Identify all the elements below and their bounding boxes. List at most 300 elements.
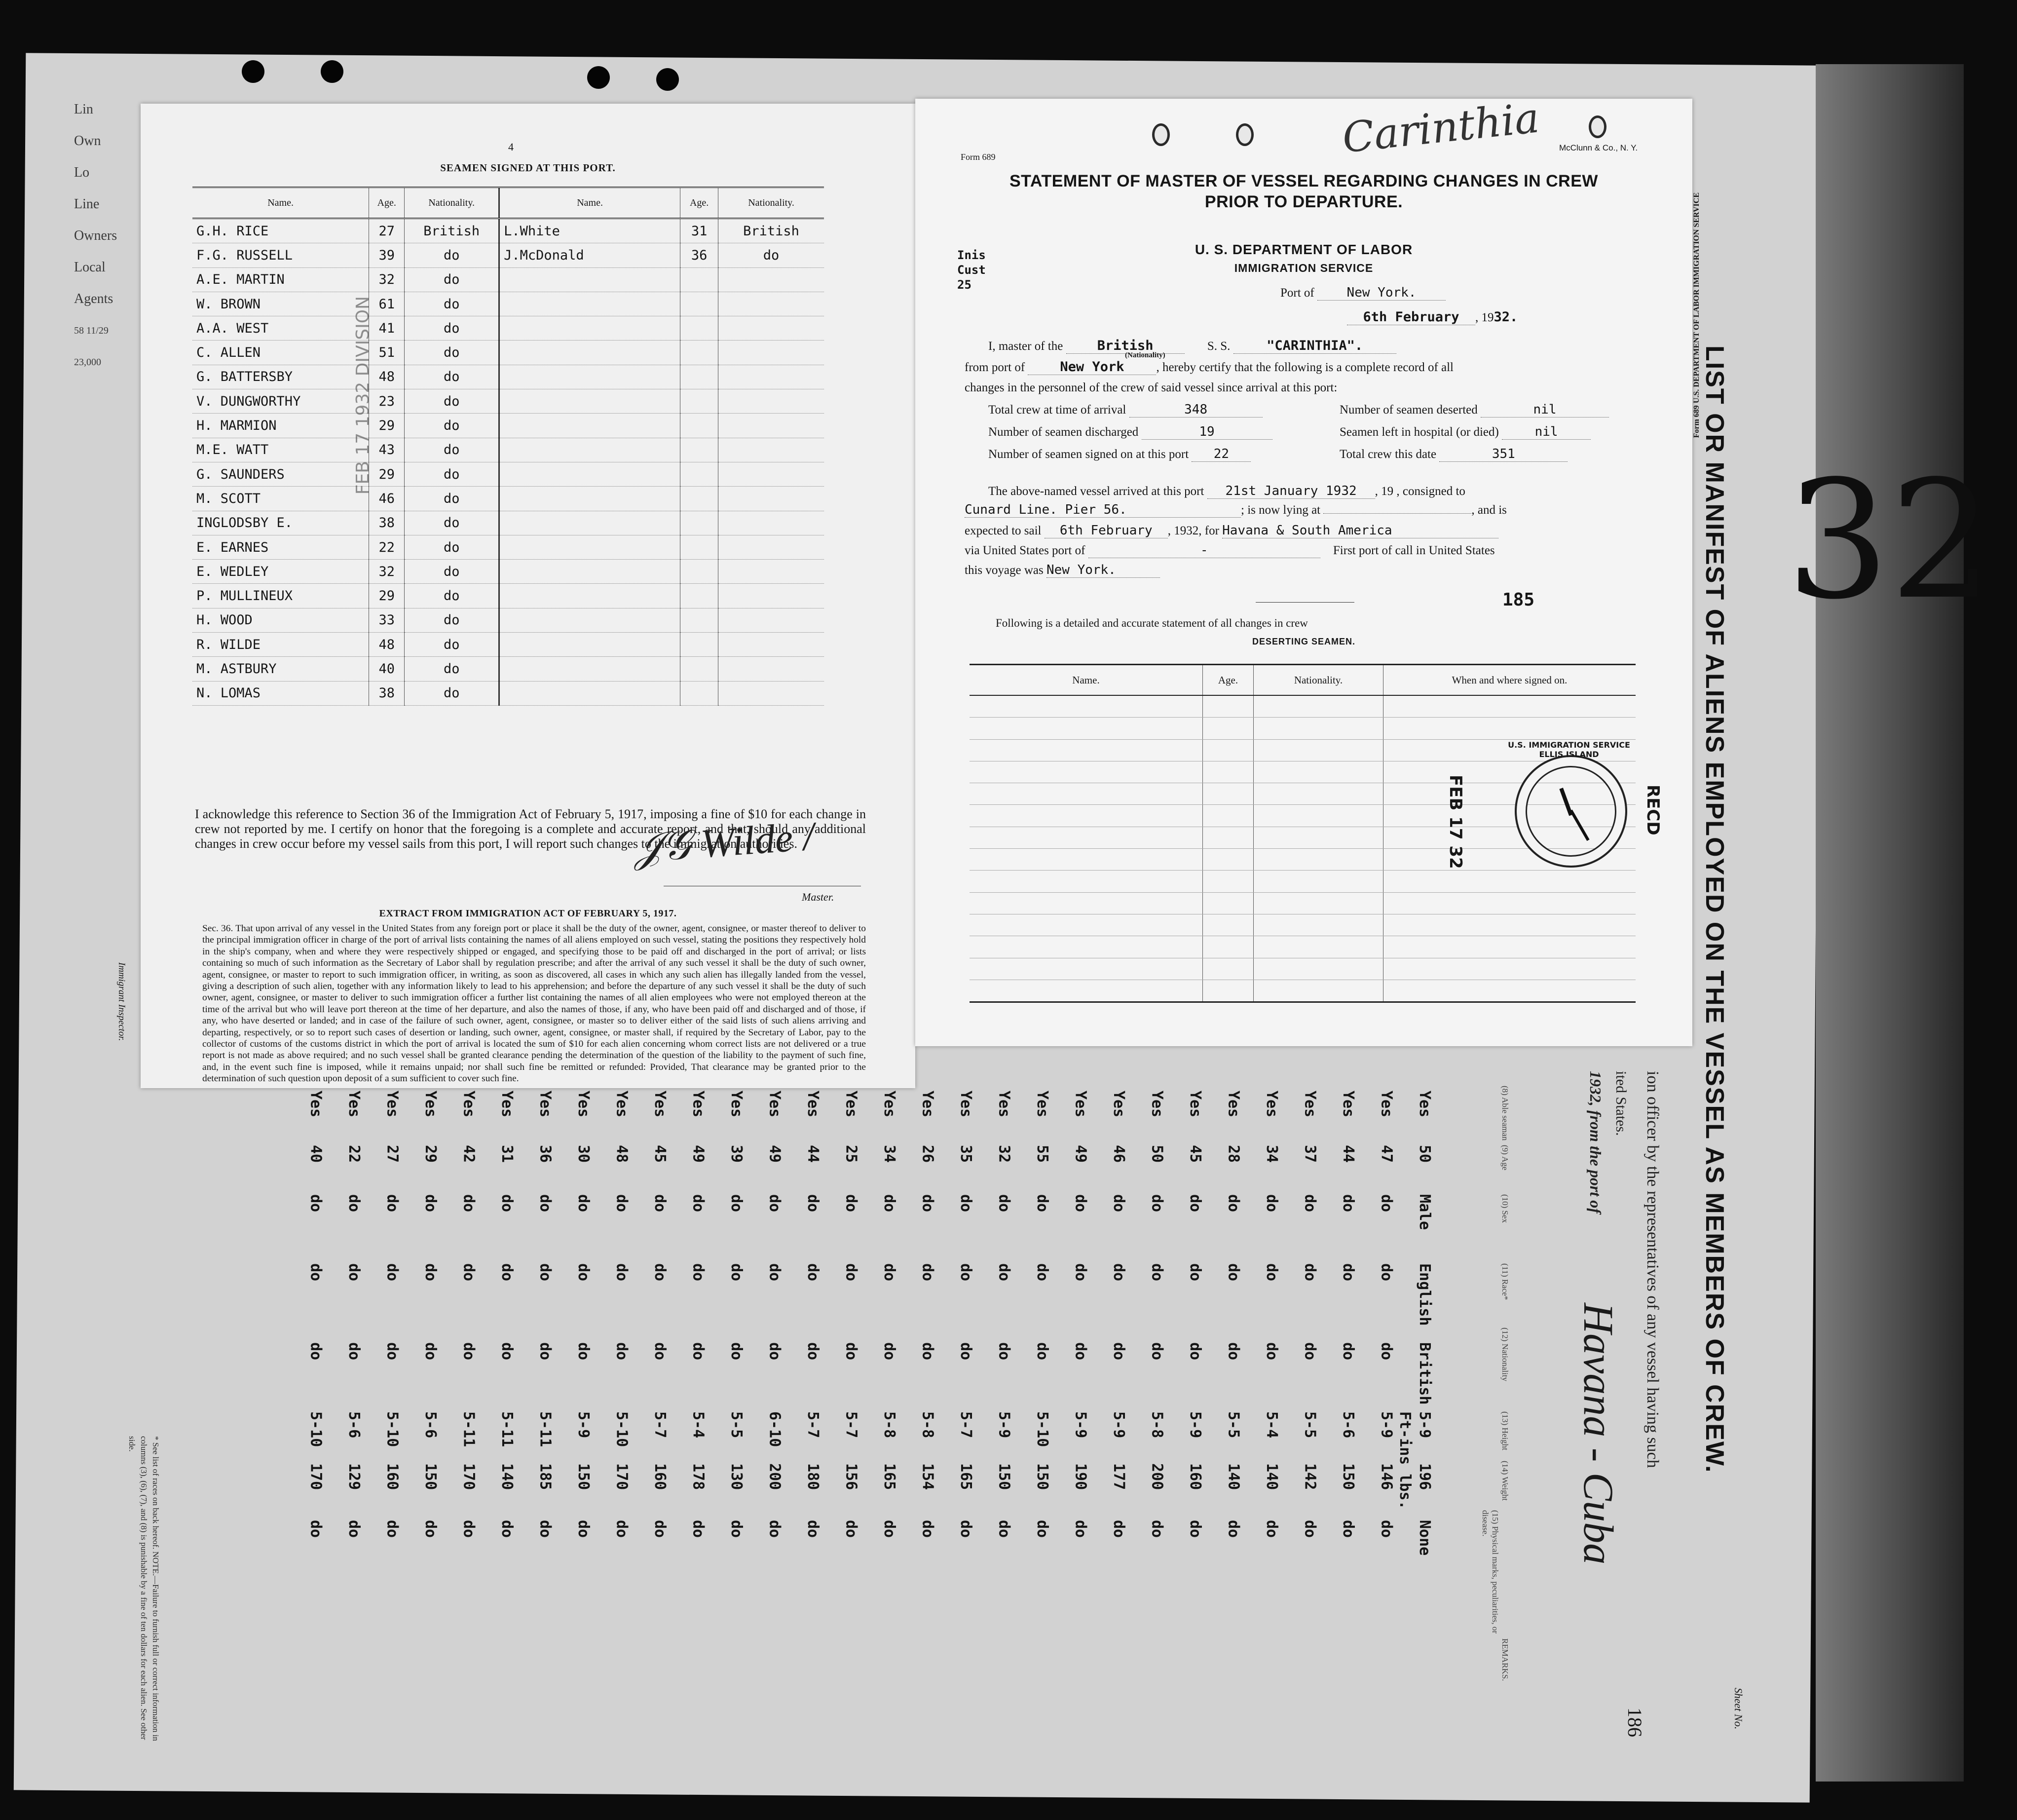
ledger-cell-age: 46: [1110, 1145, 1127, 1163]
ledger-cell-age: 22: [345, 1145, 363, 1163]
ledger-cell-age: 34: [881, 1145, 898, 1163]
cell-nationality: do: [405, 535, 499, 559]
ledger-cell-height: 5-9: [1072, 1411, 1089, 1439]
ledger-cell-age: 30: [575, 1145, 592, 1163]
empty-cell: [1383, 936, 1636, 958]
ledger-cell-race: do: [995, 1263, 1013, 1282]
hospital-label: Seamen left in hospital (or died): [1340, 425, 1499, 439]
ledger-cell-height: 5-11: [536, 1411, 554, 1447]
ledger-cell-weight: 140: [498, 1463, 516, 1490]
page-186: 186: [1624, 1707, 1646, 1737]
ledger-cell-nationality: do: [383, 1342, 401, 1361]
ledger-cell-age: 48: [613, 1145, 631, 1163]
ledger-cell-height: 5-11: [460, 1411, 478, 1447]
table-row: [192, 414, 824, 438]
total-crew-date-line: [1340, 447, 1568, 462]
cell-nationality: [718, 414, 824, 438]
empty-cell: [1254, 783, 1383, 805]
table-row: [192, 365, 824, 389]
cell-name: [499, 267, 680, 292]
empty-cell: [1203, 958, 1254, 980]
table-row: [970, 892, 1636, 914]
typed-margin-line: Cust: [957, 263, 986, 277]
ledger-cell-able: Yes: [307, 1091, 325, 1118]
ledger-cell-able: Yes: [536, 1091, 554, 1118]
ledger-cell-race: do: [804, 1263, 822, 1282]
cell-name: N. LOMAS: [192, 681, 369, 705]
ledger-cell-weight: 190: [1072, 1463, 1089, 1490]
ledger-cell-nationality: do: [995, 1342, 1013, 1361]
statement-title-line2: PRIOR TO DEPARTURE.: [1204, 192, 1403, 211]
cell-nationality: do: [405, 681, 499, 705]
deserting-col-age: Age.: [1203, 665, 1254, 696]
cell-age: [680, 438, 718, 462]
margin-label: Lo: [74, 165, 90, 180]
table-row: [970, 936, 1636, 958]
cell-age: 39: [369, 243, 405, 267]
ledger-cell-race: do: [728, 1263, 745, 1282]
ledger-cell-marks: do: [1301, 1520, 1319, 1538]
signed-on-line: [988, 447, 1251, 462]
ledger-cell-sex: do: [995, 1194, 1013, 1213]
ledger-cell-weight: 160: [651, 1463, 669, 1490]
ledger-cell-sex: do: [766, 1194, 784, 1213]
ledger-cell-weight: 170: [460, 1463, 478, 1490]
cell-name: [499, 560, 680, 584]
cell-name: [499, 511, 680, 535]
ledger-cell-age: 45: [651, 1145, 669, 1163]
empty-cell: [1203, 936, 1254, 958]
deserting-col-when-where: When and where signed on.: [1383, 665, 1636, 696]
ledger-cell-marks: do: [1148, 1520, 1166, 1538]
expected-line: [965, 523, 1498, 538]
ledger-cell-weight: 160: [383, 1463, 401, 1490]
binder-ring: [1589, 115, 1606, 138]
ledger-cell-able: Yes: [804, 1091, 822, 1118]
deserting-col-name: Name.: [970, 665, 1203, 696]
received-stamp: FEB 17 1932 DIVISION: [353, 296, 373, 495]
table-row: [192, 633, 824, 657]
table-row: [970, 718, 1636, 739]
ledger-cell-sex: do: [957, 1194, 974, 1213]
cell-age: [680, 316, 718, 341]
ledger-port-label: 1932, from the port of: [1587, 1071, 1605, 1213]
master-signature: 𝒥𝒢 Wilde /: [633, 813, 816, 871]
cell-name: [499, 657, 680, 681]
empty-cell: [970, 958, 1203, 980]
col-header-height: (13) Height: [1500, 1411, 1510, 1450]
ledger-cell-race: do: [1110, 1263, 1127, 1282]
punch-hole: [242, 60, 264, 83]
year-prefix: , 19: [1475, 311, 1494, 324]
empty-cell: [1254, 761, 1383, 783]
cell-age: [680, 633, 718, 657]
ledger-cell-nationality: do: [957, 1342, 974, 1361]
cell-age: 46: [369, 487, 405, 511]
ledger-cell-able: Yes: [919, 1091, 936, 1118]
cell-age: [680, 292, 718, 316]
typed-margin-line: Inis: [957, 248, 986, 262]
ledger-cell-weight: 146: [1378, 1463, 1395, 1490]
punch-hole: [321, 60, 343, 83]
empty-cell: [1254, 958, 1383, 980]
ledger-cell-race: do: [1263, 1263, 1280, 1282]
ledger-cell-sex: do: [919, 1194, 936, 1213]
extract-title: EXTRACT FROM IMMIGRATION ACT OF FEBRUARY 5, 1917.: [379, 908, 677, 919]
ledger-cell-sex: do: [1110, 1194, 1127, 1213]
sheet-number-large: 32: [1786, 446, 1993, 635]
ledger-cell-height: 5-7: [957, 1411, 974, 1439]
cell-age: 23: [369, 389, 405, 414]
voyage-line: [965, 563, 1160, 578]
ledger-cell-weight: 177: [1110, 1463, 1127, 1490]
divider-line: [1256, 602, 1354, 603]
ledger-cell-able: Yes: [613, 1091, 631, 1118]
table-row: [192, 681, 824, 705]
cell-age: 31: [680, 219, 718, 243]
ledger-cell-nationality: do: [422, 1342, 439, 1361]
destination-value: Havana & South America: [1222, 523, 1498, 538]
ledger-subtitle-2: ited States.: [1613, 1071, 1629, 1136]
ledger-cell-able: Yes: [689, 1091, 707, 1118]
cell-age: [680, 487, 718, 511]
empty-cell: [1254, 718, 1383, 739]
cell-name: [499, 633, 680, 657]
cell-nationality: do: [405, 292, 499, 316]
table-row: [192, 243, 824, 267]
immigrant-inspector-label: Immigrant Inspector.: [116, 962, 127, 1041]
ledger-cell-sex: do: [536, 1194, 554, 1213]
cell-name: C. ALLEN: [192, 341, 369, 365]
ledger-cell-sex: do: [460, 1194, 478, 1213]
acknowledgement-text: I acknowledge this reference to Section 36 of the Immigration Act of February 5, 1917, imposing a fine of $10 for each change in crew not reported by me. I certify on honor that the foregoing is a complete and accurate report, and that, should any additional changes in crew occur before my vessel sails from this port, I will report such changes to the immigration authorities.: [195, 807, 866, 851]
cell-age: 48: [369, 633, 405, 657]
total-crew-date-label: Total crew this date: [1340, 448, 1437, 461]
cell-name: A.E. MARTIN: [192, 267, 369, 292]
ledger-cell-sex: do: [651, 1194, 669, 1213]
ledger-cell-marks: do: [804, 1520, 822, 1538]
ledger-cell-sex: do: [422, 1194, 439, 1213]
ledger-cell-nationality: do: [460, 1342, 478, 1361]
date-stamp: FEB 17 32: [1446, 775, 1465, 869]
col-header-age: (9) Age: [1500, 1145, 1510, 1171]
certify-text: , hereby certify that the following is a complete record of all: [1156, 361, 1454, 374]
clock-hand: [1569, 810, 1589, 841]
ledger-cell-height: 5-4: [689, 1411, 707, 1439]
cell-name: [499, 341, 680, 365]
ledger-cell-able: Yes: [766, 1091, 784, 1118]
ledger-cell-weight: 200: [766, 1463, 784, 1490]
ledger-cell-nationality: do: [919, 1342, 936, 1361]
crew-arrival-line: [988, 402, 1263, 417]
ledger-cell-race: do: [498, 1263, 516, 1282]
ledger-cell-sex: do: [804, 1194, 822, 1213]
deserted-line: [1340, 402, 1609, 417]
following-text: Following is a detailed and accurate statement of all changes in crew: [996, 617, 1308, 629]
cell-name: [499, 487, 680, 511]
cell-nationality: do: [405, 389, 499, 414]
ledger-cell-age: 31: [498, 1145, 516, 1163]
ledger-cell-marks: do: [1187, 1520, 1204, 1538]
ledger-cell-weight: 130: [728, 1463, 745, 1490]
ledger-cell-sex: do: [1301, 1194, 1319, 1213]
ledger-cell-marks: do: [422, 1520, 439, 1538]
cell-name: R. WILDE: [192, 633, 369, 657]
cell-nationality: British: [718, 219, 824, 243]
ledger-cell-nationality: do: [345, 1342, 363, 1361]
ledger-cell-height: 5-8: [919, 1411, 936, 1439]
ledger-cell-height: 5-7: [842, 1411, 860, 1439]
punch-hole: [656, 68, 679, 91]
ledger-cell-age: 25: [842, 1145, 860, 1163]
ledger-cell-height: 5-10: [307, 1411, 325, 1447]
ledger-cell-nationality: do: [1263, 1342, 1280, 1361]
ledger-cell-sex: do: [1148, 1194, 1166, 1213]
ledger-cell-able: Yes: [460, 1091, 478, 1118]
ledger-cell-height: 5-6: [422, 1411, 439, 1439]
printer-label: McClunn & Co., N. Y.: [1559, 143, 1638, 152]
table-row: [192, 560, 824, 584]
empty-cell: [1203, 695, 1254, 718]
ledger-cell-race: do: [422, 1263, 439, 1282]
empty-cell: [970, 695, 1203, 718]
ledger-cell-race: do: [689, 1263, 707, 1282]
cell-age: [680, 560, 718, 584]
extract-text: Sec. 36. That upon arrival of any vessel in the United States from any foreign port or place it shall be the duty of the owner, agent, consignee, or master thereof to deliver to the principal immigration officer in charge of the port of arrival lists containing the names of all aliens employed on such vessel, stating the positions they respectively hold in the ship's company, when and where they were respectively shipped or engaged, and specifying those to be paid off and discharged in the port of arrival; or lists containing so much of such information as the Secretary of Labor shall by regulation prescribe; and after the arrival of any such vessel it shall be the duty of such owner, agent, consignee, or master to report to such immigration officer, in writing, as soon as discovered, all cases in which any such alien has illegally landed from the vessel, giving a description of such alien, together with any information likely to lead to his apprehension; and before the departure of any such vessel it shall be the duty of such owner, agent, consignee, or master to deliver to such immigration officer a further list containing the names of all alien employees who were not employed thereon at the time of the arrival but who will leave port thereon at the time of her departure, and also the names of those, if any, who have been paid off and discharged and of those, if any, who have deserted or landed; and in case of the failure of such owner, agent, consignee, or master so to deliver either of the said lists of such aliens arriving and departing, respectively, or so to report such cases of desertion or landing, such owner, agent, consignee, or master shall, if required by the Secretary of Labor, pay to the collector of customs of the customs district in which the port of arrival is located the sum of $10 for each alien concerning whom correct lists are not delivered or a true report is not made as above required; and no such vessel shall be granted clearance pending the determination of the question of the liability to the payment of such fine, and, in the event such fine is imposed, while it remains unpaid; nor shall such fine be remitted or refunded: Provided, That clearance may be granted prior to the determination of such question upon deposit of a sum sufficient to cover such fine.: [202, 923, 866, 1084]
ledger-cell-nationality: do: [1340, 1342, 1357, 1361]
first-call-label: First port of call in United States: [1333, 544, 1495, 557]
table-row: [192, 584, 824, 608]
total-crew-date-value: 351: [1439, 447, 1568, 462]
ledger-cell-sex: do: [689, 1194, 707, 1213]
seamen-signed-sheet: [141, 104, 915, 1088]
table-row: [192, 438, 824, 462]
typed-margin-text: [957, 248, 986, 292]
ledger-cell-height: 5-6: [1340, 1411, 1357, 1439]
deserted-value: nil: [1481, 402, 1609, 417]
empty-cell: [1203, 761, 1254, 783]
ledger-cell-sex: Male: [1416, 1194, 1433, 1230]
ledger-cell-race: do: [613, 1263, 631, 1282]
ledger-cell-marks: do: [307, 1520, 325, 1538]
port-label: Port of: [1280, 286, 1314, 300]
ledger-cell-marks: do: [1110, 1520, 1127, 1538]
cell-nationality: [718, 462, 824, 486]
ledger-cell-nationality: do: [1148, 1342, 1166, 1361]
ledger-cell-marks: do: [957, 1520, 974, 1538]
empty-cell: [1383, 958, 1636, 980]
ledger-cell-nationality: do: [804, 1342, 822, 1361]
nationality-value: British: [1066, 338, 1185, 354]
ledger-cell-able: Yes: [383, 1091, 401, 1118]
cell-nationality: do: [405, 633, 499, 657]
table-row: [192, 657, 824, 681]
ledger-cell-sex: do: [1225, 1194, 1242, 1213]
empty-cell: [1254, 849, 1383, 871]
binder-ring: [1236, 123, 1254, 146]
ledger-cell-race: do: [919, 1263, 936, 1282]
table-row: [192, 292, 824, 316]
ledger-cell-race: do: [842, 1263, 860, 1282]
empty-cell: [1254, 936, 1383, 958]
ledger-cell-nationality: do: [651, 1342, 669, 1361]
cell-name: G. SAUNDERS: [192, 462, 369, 486]
ledger-cell-height: 5-9: [995, 1411, 1013, 1439]
ledger-cell-able: Yes: [728, 1091, 745, 1118]
col-header-sex: (10) Sex: [1500, 1194, 1510, 1223]
port-line: [1280, 285, 1446, 301]
cell-nationality: British: [405, 219, 499, 243]
ledger-cell-marks: do: [881, 1520, 898, 1538]
cell-nationality: [718, 560, 824, 584]
changes-text: changes in the personnel of the crew of said vessel since arrival at this port:: [965, 381, 1338, 394]
ledger-cell-marks: do: [536, 1520, 554, 1538]
col-nationality-2: Nationality.: [718, 188, 824, 219]
cell-age: 27: [369, 219, 405, 243]
cell-age: [680, 608, 718, 632]
cell-age: [680, 657, 718, 681]
master-of-label: I, master of the: [988, 340, 1063, 353]
empty-cell: [1203, 849, 1254, 871]
hospital-line: [1340, 424, 1591, 440]
ledger-cell-weight: 140: [1263, 1463, 1280, 1490]
cell-name: [499, 438, 680, 462]
nationality-caption: (Nationality): [1125, 351, 1165, 359]
ledger-cell-height: 5-10: [1034, 1411, 1051, 1447]
ledger-cell-race: do: [1072, 1263, 1089, 1282]
ledger-cell-able: Yes: [957, 1091, 974, 1118]
arrived-label: The above-named vessel arrived at this port: [988, 485, 1204, 498]
cell-age: [680, 341, 718, 365]
ledger-cell-age: 28: [1225, 1145, 1242, 1163]
cell-age: 29: [369, 462, 405, 486]
date-line: [1347, 309, 1518, 325]
ledger-cell-weight: 170: [613, 1463, 631, 1490]
cell-nationality: do: [405, 267, 499, 292]
ship-name: "CARINTHIA".: [1233, 338, 1396, 354]
ledger-cell-age: 44: [804, 1145, 822, 1163]
table-row: [192, 535, 824, 559]
ledger-cell-weight: 129: [345, 1463, 363, 1490]
lying-label: ; is now lying at: [1241, 503, 1321, 517]
empty-cell: [970, 871, 1203, 892]
ledger-cell-weight: 165: [881, 1463, 898, 1490]
col-header-able: (8) Able seaman: [1500, 1086, 1510, 1141]
cell-nationality: do: [405, 414, 499, 438]
cell-nationality: do: [718, 243, 824, 267]
punch-hole: [587, 66, 610, 89]
table-row: [970, 914, 1636, 936]
from-port-value: New York: [1028, 359, 1156, 375]
empty-cell: [1203, 805, 1254, 827]
ledger-cell-weight: 180: [804, 1463, 822, 1490]
handwritten-port: Havana - Cuba: [1575, 1303, 1622, 1565]
cell-nationality: do: [405, 584, 499, 608]
ledger-cell-race: do: [1340, 1263, 1357, 1282]
ledger-cell-marks: do: [460, 1520, 478, 1538]
typed-margin-line: 25: [957, 278, 971, 292]
ledger-cell-age: 44: [1340, 1145, 1357, 1163]
handwritten-vessel-name: Carinthia: [1340, 93, 1542, 162]
and-is-label: , and is: [1471, 503, 1507, 517]
col-nationality: Nationality.: [405, 188, 499, 219]
year-value: 32.: [1494, 309, 1518, 325]
table-row: [192, 316, 824, 341]
ledger-cell-able: Yes: [842, 1091, 860, 1118]
ledger-cell-marks: None: [1416, 1520, 1433, 1556]
empty-cell: [1254, 827, 1383, 848]
cell-nationality: do: [405, 365, 499, 389]
number-185: 185: [1502, 590, 1535, 610]
ledger-cell-marks: do: [842, 1520, 860, 1538]
table-row: [192, 487, 824, 511]
table-row: [970, 958, 1636, 980]
consigned-label: , 19 , consigned to: [1375, 485, 1465, 498]
ledger-cell-height: 5-5: [1301, 1411, 1319, 1439]
ledger-cell-weight: 150: [995, 1463, 1013, 1490]
ledger-cell-marks: do: [728, 1520, 745, 1538]
cell-age: 29: [369, 584, 405, 608]
ledger-cell-age: 35: [957, 1145, 974, 1163]
ledger-cell-age: 37: [1301, 1145, 1319, 1163]
cell-nationality: do: [405, 341, 499, 365]
cell-age: [680, 535, 718, 559]
ledger-cell-race: do: [1034, 1263, 1051, 1282]
ledger-cell-nationality: do: [575, 1342, 592, 1361]
cell-age: [680, 365, 718, 389]
empty-cell: [970, 914, 1203, 936]
ledger-cell-nationality: do: [881, 1342, 898, 1361]
cell-nationality: do: [405, 462, 499, 486]
cell-age: [680, 584, 718, 608]
cell-name: E. WEDLEY: [192, 560, 369, 584]
ledger-cell-age: 50: [1148, 1145, 1166, 1163]
ledger-cell-age: 49: [766, 1145, 784, 1163]
col-name-2: Name.: [499, 188, 680, 219]
cell-nationality: do: [405, 657, 499, 681]
cell-age: 40: [369, 657, 405, 681]
cell-age: 48: [369, 365, 405, 389]
master-statement-sheet: [915, 99, 1701, 1046]
ledger-cell-sex: do: [383, 1194, 401, 1213]
ledger-cell-age: 42: [460, 1145, 478, 1163]
ss-label: S. S.: [1207, 340, 1231, 353]
ledger-cell-nationality: do: [498, 1342, 516, 1361]
discharged-value: 19: [1142, 424, 1272, 440]
ledger-cell-height: 5-5: [1225, 1411, 1242, 1439]
crew-arrival-label: Total crew at time of arrival: [988, 403, 1126, 417]
seamen-table: [192, 187, 824, 706]
ledger-cell-height: 5-7: [804, 1411, 822, 1439]
ledger-cell-age: 36: [536, 1145, 554, 1163]
table-row: [192, 462, 824, 486]
table-row: [192, 219, 824, 243]
ledger-cell-race: do: [881, 1263, 898, 1282]
cell-nationality: [718, 681, 824, 705]
col-age-2: Age.: [680, 188, 718, 219]
binder-edge: [1816, 64, 1964, 1782]
ledger-cell-race: do: [766, 1263, 784, 1282]
empty-cell: [1203, 827, 1254, 848]
ledger-cell-height: 5-6: [345, 1411, 363, 1439]
ledger-cell-sex: do: [842, 1194, 860, 1213]
empty-cell: [970, 892, 1203, 914]
expected-label: expected to sail: [965, 524, 1042, 537]
ledger-cell-weight: 200: [1148, 1463, 1166, 1490]
empty-cell: [1383, 695, 1636, 718]
table-row: [192, 511, 824, 535]
ledger-cell-height: 5-9: [1187, 1411, 1204, 1439]
